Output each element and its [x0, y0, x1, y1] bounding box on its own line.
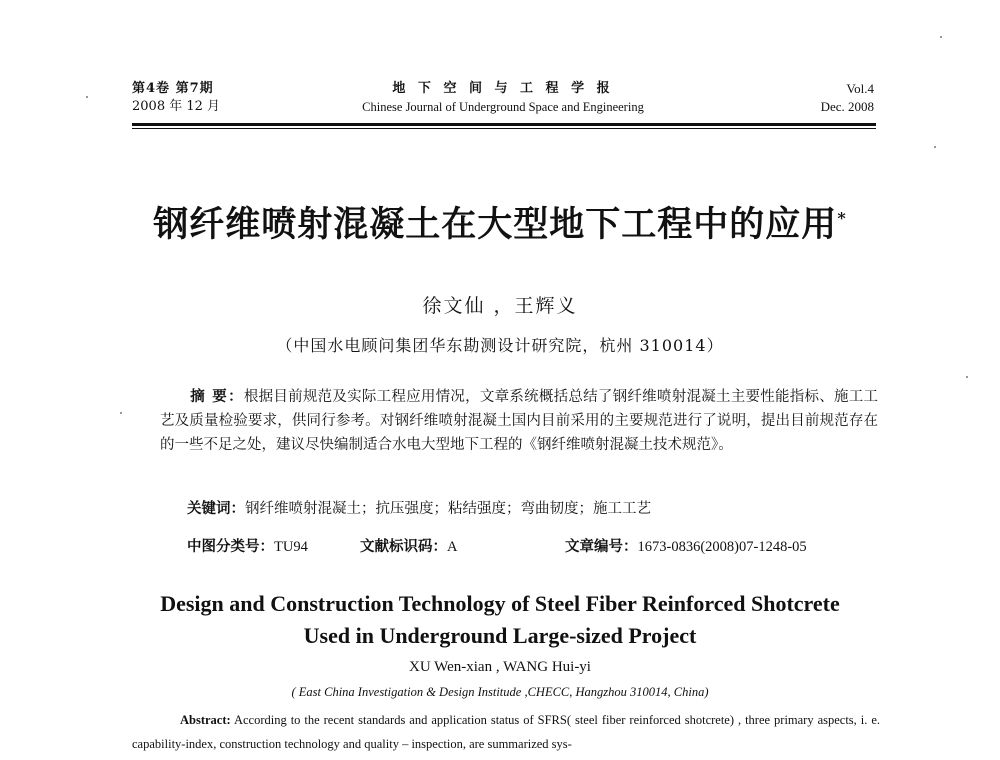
abstract-cn-text: 根据目前规范及实际工程应用情况，文章系统概括总结了钢纤维喷射混凝土主要性能指标、施工工艺及质量检验要求，供同行参考。对钢纤维喷射混凝土国内目前采用的主要规范进行了说明，提出目前规范存在的一些不足之处，建议尽快编制适合水电大型地下工程的《钢纤维喷射混凝土技术规范》。 [160, 389, 878, 453]
classification-line [187, 535, 877, 559]
authors-cn: 徐文仙 ，王辉义 [422, 295, 578, 317]
volume-issue-cn: 第4卷 第7期 [132, 81, 214, 96]
clc-label: 中图分类号： [187, 538, 274, 555]
scan-speck [120, 412, 122, 414]
authors-en: XU Wen-xian , WANG Hui-yi [409, 659, 591, 675]
article-number [565, 535, 807, 559]
document-code-value: A [447, 539, 458, 555]
scan-speck [940, 36, 942, 38]
title-en-line1: Design and Construction Technology of Steel Fiber Reinforced Shotcrete [160, 591, 840, 616]
scan-speck [966, 376, 968, 378]
abstract-cn-label: 摘 要： [190, 388, 244, 405]
date-cn: 2008 年 12 月 [132, 99, 221, 114]
date-en: Dec. 2008 [820, 99, 874, 114]
abstract-en [132, 708, 880, 756]
abstract-en-text: According to the recent standards and application status of SFRS( steel fiber reinforced shotcrete) , three primary aspects, i. e. capability-index, construction technology and quality – inspection, are summarized sys- [132, 713, 880, 751]
scan-speck [86, 96, 88, 98]
journal-name-cn: 地 下 空 间 与 工 程 学 报 [392, 81, 614, 96]
document-code [360, 535, 457, 559]
journal-name-en: Chinese Journal of Underground Space and Engineering [362, 100, 644, 114]
header-rule-thick [132, 123, 876, 126]
affiliation-en: ( East China Investigation & Design Institude ,CHECC, Hangzhou 310014, China) [291, 685, 709, 699]
abstract-cn [160, 385, 878, 457]
abstract-en-label: Abstract: [180, 713, 231, 727]
keywords-cn-text: 钢纤维喷射混凝土；抗压强度；粘结强度；弯曲韧度；施工工艺 [245, 501, 651, 517]
document-code-label: 文献标识码： [360, 538, 447, 555]
paper-title-cn [0, 197, 1000, 247]
keywords-cn [187, 497, 651, 521]
keywords-cn-label: 关键词： [187, 500, 245, 517]
paper-title-en [0, 588, 1000, 652]
title-cn-text: 钢纤维喷射混凝土在大型地下工程中的应用 [153, 204, 838, 245]
title-en-line2: Used in Underground Large-sized Project [303, 623, 697, 648]
running-header [132, 80, 874, 124]
header-right [821, 80, 874, 116]
article-number-value: 1673-0836(2008)07-1248-05 [637, 539, 807, 555]
title-footnote-mark: * [837, 208, 847, 228]
scan-speck [934, 146, 936, 148]
affiliation-cn: （中国水电顾问集团华东勘测设计研究院，杭州 310014） [276, 336, 724, 355]
volume-en: Vol.4 [846, 81, 874, 96]
clc-value: TU94 [274, 539, 308, 555]
article-number-label: 文章编号： [565, 538, 638, 555]
clc-number [187, 535, 308, 559]
header-center [132, 80, 874, 116]
header-rule-thin [132, 128, 876, 129]
